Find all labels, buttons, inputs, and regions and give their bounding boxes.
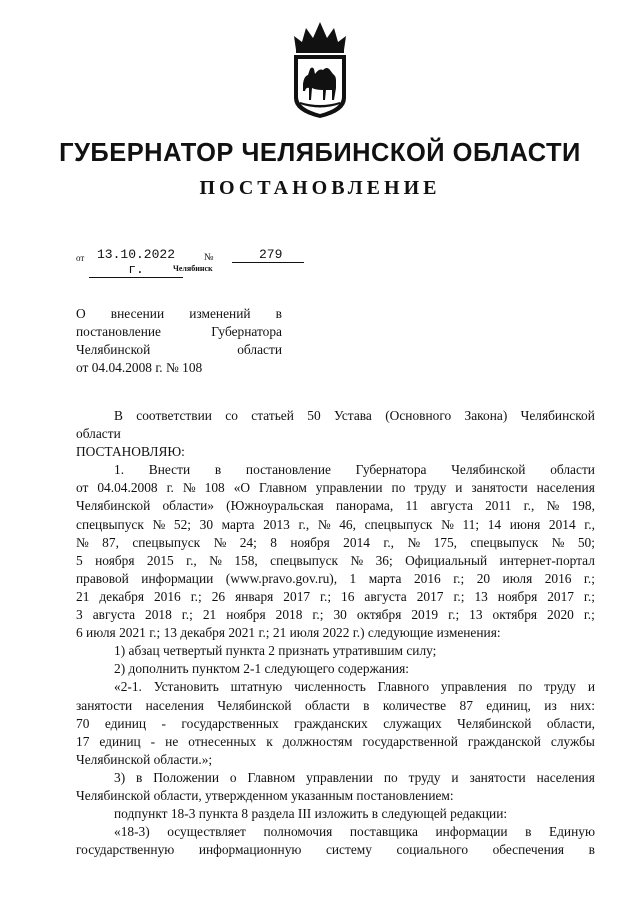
body-line: Челябинской области.»; [76,751,213,767]
body-line: области [76,426,121,442]
chelyabinsk-coat-of-arms-icon [286,14,354,120]
body-line: «18-3) осуществляет полномочия поставщика информации в Единую [114,824,595,840]
body-line: Челябинской области, утвержденном указанным постановлением: [76,787,454,803]
body-line: «2-1. Установить штатную численность Главного управления по труду и [114,679,595,695]
body-line: Челябинской области» (Южноуральская панорама, 11 августа 2011 г., № 198, [76,498,595,514]
body-line: 3) в Положении о Главном управлении по труду и занятости населения [114,769,595,785]
body-line: от 04.04.2008 г. № 108 «О Главном управлении по труду и занятости населения [76,480,595,496]
document-subject [76,305,282,377]
body-line: занятости населения Челябинской области в количестве 87 единиц, из них: [76,697,595,713]
document-date: 13.10.2022 г. [89,247,183,278]
body-line: 3 августа 2018 г.; 21 ноября 2018 г.; 30 октября 2019 г.; 13 октября 2020 г.; [76,607,595,623]
subject-line: от 04.04.2008 г. № 108 [76,360,203,375]
body-line: 1) абзац четвертый пункта 2 признать утратившим силу; [114,643,437,659]
body-line: правовой информации (www.pravo.gov.ru), 1 марта 2016 г.; 20 июля 2016 г.; [76,570,595,586]
body-line: № 87, спецвыпуск № 24; 8 ноября 2014 г., № 175, спецвыпуск № 50; [76,534,595,550]
body-line: 2) дополнить пунктом 2-1 следующего содержания: [114,661,409,677]
subject-line: О внесении изменений в [76,306,282,321]
body-line: подпункт 18-3 пункта 8 раздела III изложить в следующей редакции: [114,806,508,822]
body-line: государственную информационную систему социального обеспечения в [76,842,595,858]
body-line: 1. Внести в постановление Губернатора Челябинской области [114,462,595,478]
document-type: ПОСТАНОВЛЕНИЕ [199,177,441,199]
city-name: Челябинск [173,264,213,273]
body-line: спецвыпуск № 52; 30 марта 2013 г., № 46, спецвыпуск № 11; 14 июня 2014 г., [76,516,595,532]
issuer-title: ГУБЕРНАТОР ЧЕЛЯБИНСКОЙ ОБЛАСТИ [59,137,581,167]
body-line: В соответствии со статьей 50 Устава (Основного Закона) Челябинской [114,408,595,423]
body-line: 5 ноября 2015 г., № 158, спецвыпуск № 36; Официальный интернет-портал [76,552,595,568]
subject-line: постановление Губернатора [76,324,282,339]
date-prefix: от [76,253,85,263]
body-line: 6 июля 2021 г.; 13 декабря 2021 г.; 21 июля 2022 г.) следующие изменения: [76,625,501,641]
document-number: 279 [232,247,304,263]
number-label: № [204,252,214,263]
body-line: 70 единиц - государственных гражданских служащих Челябинской области, [76,715,595,731]
body-line: 21 декабря 2016 г.; 26 января 2017 г.; 16 августа 2017 г.; 13 ноября 2017 г.; [76,588,595,604]
body-line: ПОСТАНОВЛЯЮ: [76,444,185,460]
document-body [76,407,595,859]
subject-line: Челябинской области [76,342,282,357]
body-line: 17 единиц - не отнесенных к должностям государственной гражданской службы [76,733,595,749]
